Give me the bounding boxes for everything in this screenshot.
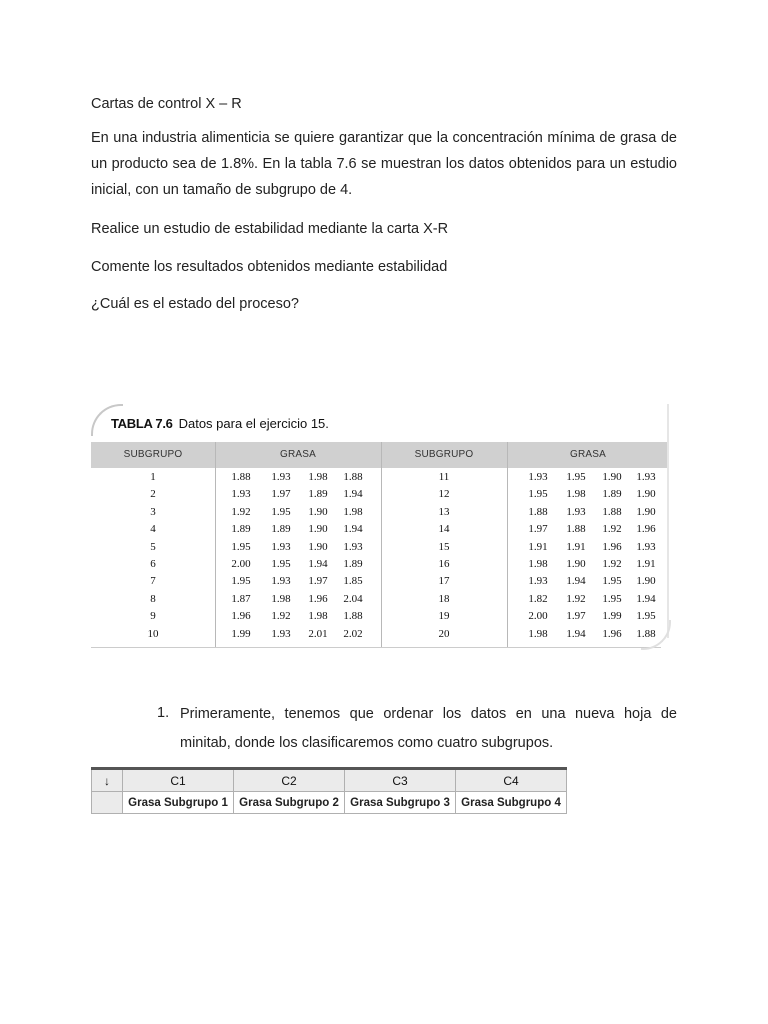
grasa-cell: 1.89 [602, 488, 622, 501]
header-grasa-2: GRASA [569, 449, 606, 460]
grasa-cell: 1.98 [308, 610, 328, 623]
subgrupo-cell: 13 [438, 505, 450, 518]
grasa-cell: 1.93 [636, 540, 656, 553]
grasa-cell: 1.90 [308, 523, 328, 536]
grasa-cell: 2.02 [343, 627, 363, 640]
grasa-cell: 1.98 [308, 471, 328, 483]
grasa-cell: 2.04 [343, 592, 363, 605]
column-id-c3[interactable]: C3 [345, 769, 456, 792]
grasa-cell: 1.95 [566, 471, 586, 483]
subgrupo-cell: 3 [150, 505, 156, 518]
grasa-cell: 1.96 [602, 540, 622, 553]
grasa-cell: 1.89 [343, 558, 363, 570]
subgrupo-cell: 5 [150, 540, 156, 553]
grasa-cell: 1.97 [271, 488, 291, 501]
grasa-cell: 1.92 [566, 592, 586, 605]
process-state-question: ¿Cuál es el estado del proceso? [91, 296, 299, 312]
task-stability-study: Realice un estudio de estabilidad mediante la carta X-R [91, 221, 449, 237]
intro-paragraph: En una industria alimenticia se quiere garantizar que la concentración mínima de grasa de un producto sea de 1.8%. En la tabla 7.6 se muestran los datos obtenidos para un estudio inicial, con un tamaño de subgrupo de 4. [91, 130, 677, 198]
grasa-cell: 1.90 [636, 575, 656, 588]
grasa-cell: 1.93 [271, 540, 291, 553]
column-name-c2[interactable]: Grasa Subgrupo 2 [234, 792, 345, 814]
subgrupo-cell: 4 [150, 523, 156, 536]
grasa-cell: 1.88 [231, 471, 251, 483]
grasa-cell: 2.00 [528, 610, 548, 623]
grasa-cell: 1.88 [566, 523, 586, 536]
subgrupo-cell: 15 [438, 540, 450, 553]
grasa-cell: 1.90 [566, 558, 586, 570]
header-grasa-1: GRASA [279, 449, 316, 460]
column-id-c2[interactable]: C2 [234, 769, 345, 792]
grasa-cell: 1.94 [566, 575, 586, 588]
column-name-c3[interactable]: Grasa Subgrupo 3 [345, 792, 456, 814]
row-header-cell [92, 792, 123, 814]
grasa-cell: 1.95 [271, 505, 291, 518]
column-name-c4[interactable]: Grasa Subgrupo 4 [456, 792, 567, 814]
grasa-cell: 1.87 [231, 592, 251, 605]
grasa-cell: 1.85 [343, 575, 363, 588]
grasa-cell: 1.95 [528, 488, 548, 501]
grasa-cell: 1.90 [308, 540, 328, 553]
grasa-cell: 1.94 [343, 523, 363, 536]
grasa-cell: 1.91 [636, 558, 656, 570]
header-subgrupo-2: SUBGRUPO [414, 449, 474, 460]
column-id-row [92, 769, 567, 792]
grasa-cell: 1.92 [602, 558, 622, 570]
grasa-cell: 1.98 [343, 505, 363, 518]
subgrupo-cell: 12 [438, 488, 450, 501]
grasa-cell: 1.88 [602, 505, 622, 518]
grasa-cell: 1.88 [636, 627, 656, 640]
subgrupo-cell: 9 [150, 610, 156, 623]
grasa-cell: 1.90 [602, 471, 622, 483]
grasa-cell: 1.92 [271, 610, 291, 623]
tabla-bottom-rule [91, 647, 661, 648]
subgrupo-cell: 19 [438, 610, 450, 623]
grasa-cell: 1.90 [308, 505, 328, 518]
grasa-cell: 1.98 [566, 488, 586, 501]
grasa-cell: 1.91 [528, 540, 548, 553]
grasa-cell: 1.88 [528, 505, 548, 518]
column-id-c1[interactable]: C1 [123, 769, 234, 792]
grasa-cell: 1.96 [308, 592, 328, 605]
subgrupo-cell: 8 [150, 592, 156, 605]
grasa-cell: 1.96 [602, 627, 622, 640]
grasa-cell: 1.93 [636, 471, 656, 483]
column-name-c1[interactable]: Grasa Subgrupo 1 [123, 792, 234, 814]
task-comment-results: Comente los resultados obtenidos mediante estabilidad [91, 259, 448, 275]
subgrupo-cell: 20 [438, 627, 450, 640]
grasa-cell: 2.00 [231, 558, 251, 570]
tabla-label: TABLA 7.6 [111, 416, 173, 431]
grasa-cell: 1.99 [231, 627, 251, 640]
doc-heading: Cartas de control X – R [91, 96, 242, 112]
grasa-cell: 1.95 [602, 575, 622, 588]
subgrupo-cell: 10 [147, 627, 159, 640]
column-name-row [92, 792, 567, 814]
grasa-cell: 1.96 [231, 610, 251, 623]
grasa-cell: 1.93 [271, 627, 291, 640]
grasa-cell: 1.89 [271, 523, 291, 536]
grasa-cell: 1.98 [271, 592, 291, 605]
grasa-cell: 1.91 [566, 540, 586, 553]
grasa-cell: 1.94 [566, 627, 586, 640]
grasa-cell: 1.93 [271, 575, 291, 588]
grasa-cell: 1.95 [231, 575, 251, 588]
grasa-cell: 1.93 [528, 471, 548, 483]
list-number: 1. [157, 705, 170, 721]
column-id-c4[interactable]: C4 [456, 769, 567, 792]
subgrupo-cell: 18 [438, 592, 450, 605]
minitab-worksheet [91, 767, 567, 814]
grasa-cell: 1.93 [566, 505, 586, 518]
grasa-cell: 2.01 [308, 627, 328, 640]
grasa-cell: 1.94 [343, 488, 363, 501]
subgrupo-cell: 16 [438, 558, 450, 570]
grasa-cell: 1.92 [231, 505, 251, 518]
tabla-7-6-image [91, 404, 669, 648]
column-divider [507, 442, 508, 648]
subgrupo-cell: 1 [150, 471, 156, 483]
grasa-cell: 1.95 [602, 592, 622, 605]
tabla-caption: Datos para el ejercicio 15. [178, 416, 329, 431]
subgrupo-cell: 7 [150, 575, 156, 588]
subgrupo-cell: 11 [438, 471, 450, 483]
grasa-cell: 1.98 [528, 558, 548, 570]
subgrupo-cell: 6 [150, 558, 156, 570]
grasa-cell: 1.82 [528, 592, 548, 605]
tabla-title [111, 416, 329, 431]
step-1-text: Primeramente, tenemos que ordenar los datos en una nueva hoja de minitab, donde los clasificaremos como cuatro subgrupos. [180, 706, 677, 751]
grasa-cell: 1.93 [343, 540, 363, 553]
grasa-cell: 1.95 [271, 558, 291, 570]
grasa-cell: 1.90 [636, 488, 656, 501]
grasa-cell: 1.88 [343, 471, 363, 483]
row-arrow-icon[interactable]: ↓ [92, 769, 123, 792]
grasa-cell: 1.98 [528, 627, 548, 640]
column-divider [215, 442, 216, 648]
grasa-cell: 1.88 [343, 610, 363, 623]
grasa-cell: 1.94 [636, 592, 656, 605]
grasa-cell: 1.93 [528, 575, 548, 588]
grasa-cell: 1.93 [231, 488, 251, 501]
subgrupo-cell: 2 [150, 488, 156, 501]
subgrupo-cell: 14 [438, 523, 450, 536]
header-subgrupo-1: SUBGRUPO [123, 449, 183, 460]
grasa-cell: 1.89 [231, 523, 251, 536]
tabla-header-row [91, 442, 669, 468]
tabla-right-edge [667, 404, 669, 638]
subgrupo-cell: 17 [438, 575, 450, 588]
grasa-cell: 1.94 [308, 558, 328, 570]
grasa-cell: 1.93 [271, 471, 291, 483]
grasa-cell: 1.97 [308, 575, 328, 588]
grasa-cell: 1.97 [528, 523, 548, 536]
grasa-cell: 1.95 [231, 540, 251, 553]
grasa-cell: 1.97 [566, 610, 586, 623]
grasa-cell: 1.99 [602, 610, 622, 623]
grasa-cell: 1.89 [308, 488, 328, 501]
grasa-cell: 1.92 [602, 523, 622, 536]
grasa-cell: 1.90 [636, 505, 656, 518]
grasa-cell: 1.96 [636, 523, 656, 536]
grasa-cell: 1.95 [636, 610, 656, 623]
